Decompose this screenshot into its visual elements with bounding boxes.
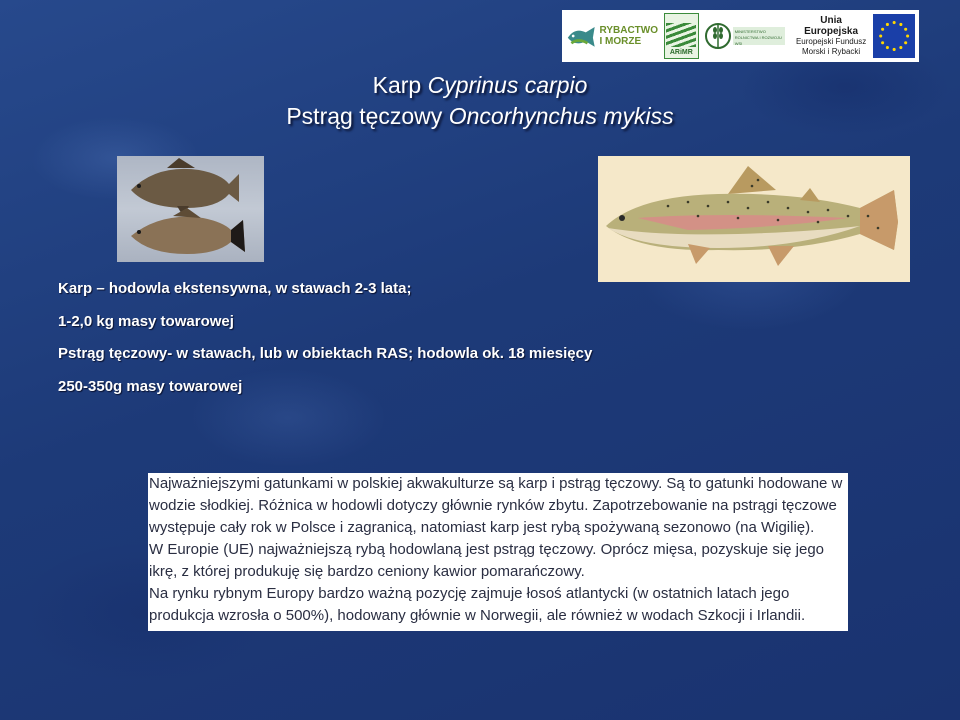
arimr-emblem-icon	[666, 23, 696, 47]
arimr-label: ARiMR	[669, 49, 693, 56]
carp-latin-name: Cyprinus carpio	[427, 72, 588, 98]
ministry-logo	[705, 19, 788, 53]
rybactwo-logo	[566, 22, 658, 50]
fact-trout-weight: 250-350g masy towarowej	[58, 377, 243, 395]
eu-logo	[793, 14, 915, 58]
logo-strip	[562, 10, 919, 62]
wheat-icon	[705, 19, 731, 53]
eu-title: Unia Europejska	[804, 15, 859, 37]
fact-carp-weight: 1-2,0 kg masy towarowej	[58, 312, 234, 330]
trout-fish-icon	[598, 156, 910, 282]
trout-common-name: Pstrąg tęczowy	[286, 103, 449, 129]
fact-carp-farming: Karp – hodowla ekstensywna, w stawach 2-3 lata;	[58, 280, 412, 297]
carp-photo	[117, 156, 264, 262]
rybactwo-line-2: I MORZE	[599, 36, 642, 47]
eu-flag-icon	[873, 14, 915, 58]
eu-fund-line-2: Morski i Rybacki	[801, 47, 861, 56]
rybactwo-line-1: RYBACTWO	[599, 25, 658, 36]
fact-trout-farming: Pstrąg tęczowy- w stawach, lub w obiektach RAS; hodowla ok. 18 miesięcy	[58, 345, 593, 362]
rainbow-trout-illustration	[598, 156, 910, 282]
slide-title-line-1	[0, 72, 960, 99]
arimr-logo	[664, 13, 699, 59]
fish-icon	[566, 22, 596, 50]
description-paragraph-2: W Europie (UE) najważniejszą rybą hodowlaną jest pstrąg tęczowy. Oprócz mięsa, pozyskuje się jego ikrę, z której produkuję się bardzo ceniony kawior pomarańczowy.	[149, 541, 825, 580]
description-box	[148, 473, 848, 631]
carp-common-name: Karp	[372, 72, 428, 98]
description-paragraph-1: Najważniejszymi gatunkami w polskiej akwakulturze są karp i pstrąg tęczowy. Są to gatunki hodowane w wodzie słodkiej. Różnica w hodowli dotyczy głównie rynków zbytu. Zapotrzebowanie na pstrągi tęczowe występuje cały rok w Polsce i zagranicą, natomiast karp jest rybą spożywaną sezonowo (na Wigilię).	[149, 475, 843, 536]
carp-fish-icon	[117, 156, 264, 262]
eu-fund-line-1: Europejski Fundusz	[795, 37, 867, 46]
slide-title-line-2	[0, 103, 960, 130]
description-paragraph-3: Na rynku rybnym Europy bardzo ważną pozycję zajmuje łosoś atlantycki (w ostatnich latach jego produkcja wzrosła o 500%), hodowany głównie w Norwegii, ale również w wodach Szkocji i Irlandii.	[149, 585, 806, 624]
facts-list	[58, 280, 758, 410]
trout-latin-name: Oncorhynchus mykiss	[448, 103, 674, 129]
ministry-label: MINISTERSTWO ROLNICTWA I ROZWOJU WSI	[733, 27, 785, 45]
